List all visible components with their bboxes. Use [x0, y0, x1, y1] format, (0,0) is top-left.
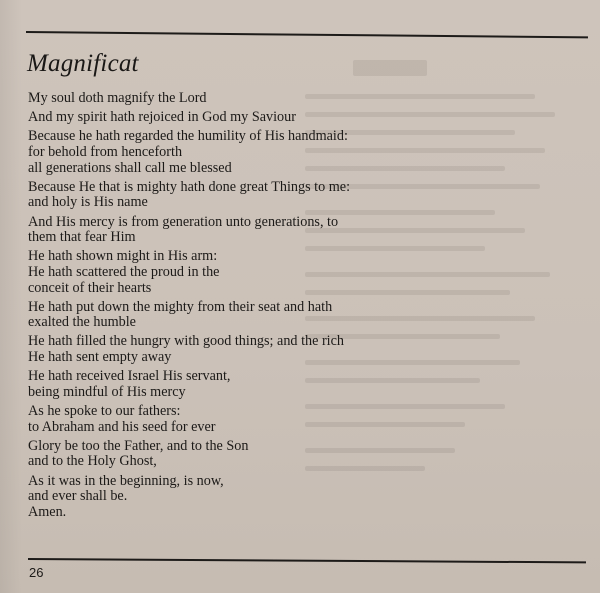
- verse: [28, 404, 388, 435]
- verse-line: Amen.: [28, 503, 67, 520]
- verse-line: He hath received Israel His servant,: [28, 368, 231, 385]
- verse-line: for behold from henceforth: [28, 143, 183, 160]
- verse-line: And my spirit hath rejoiced in God my Saviour: [28, 109, 296, 126]
- bottom-rule: [28, 558, 586, 563]
- verse: [28, 215, 388, 246]
- verse-line: them that fear Him: [28, 229, 136, 246]
- verse-line: And His mercy is from generation unto generations, to: [28, 213, 339, 230]
- verse-line: He hath shown might in His arm:: [28, 248, 218, 265]
- verse-line: and holy is His name: [28, 194, 148, 211]
- page-number: 26: [29, 565, 44, 580]
- verse-line: exalted the humble: [28, 314, 136, 331]
- verse: [28, 129, 388, 176]
- verse-line: all generations shall call me blessed: [28, 159, 232, 176]
- verse-line: He hath sent empty away: [28, 349, 172, 366]
- verse-line: As he spoke to our fathers:: [28, 403, 181, 420]
- verse-line: to Abraham and his seed for ever: [28, 418, 216, 435]
- verse-line: As it was in the beginning, is now,: [28, 472, 224, 489]
- page-title: Magnificat: [27, 50, 139, 77]
- verse-line: and to the Holy Ghost,: [28, 453, 157, 470]
- verse: [28, 334, 388, 365]
- top-rule: [26, 31, 588, 38]
- verse: [28, 369, 388, 400]
- verse-line: He hath filled the hungry with good things; and the rich: [28, 333, 345, 350]
- verse: [28, 249, 388, 296]
- verse: [28, 474, 388, 521]
- verse: [28, 300, 388, 331]
- verse-line: Because He that is mighty hath done great Things to me:: [28, 178, 351, 195]
- hymn-text: [28, 91, 388, 524]
- verse-line: He hath scattered the proud in the: [28, 263, 220, 280]
- verse-line: Because he hath regarded the humility of His handmaid:: [28, 128, 348, 145]
- verse: [28, 439, 388, 470]
- verse: [28, 91, 388, 107]
- verse-line: Glory be too the Father, and to the Son: [28, 437, 249, 454]
- verse-line: being mindful of His mercy: [28, 383, 186, 400]
- verse: [28, 110, 388, 126]
- verse-line: and ever shall be.: [28, 488, 128, 505]
- verse: [28, 180, 388, 211]
- verse-line: conceit of their hearts: [28, 279, 152, 296]
- verse-line: He hath put down the mighty from their seat and hath: [28, 298, 333, 315]
- verse-line: My soul doth magnify the Lord: [28, 90, 207, 106]
